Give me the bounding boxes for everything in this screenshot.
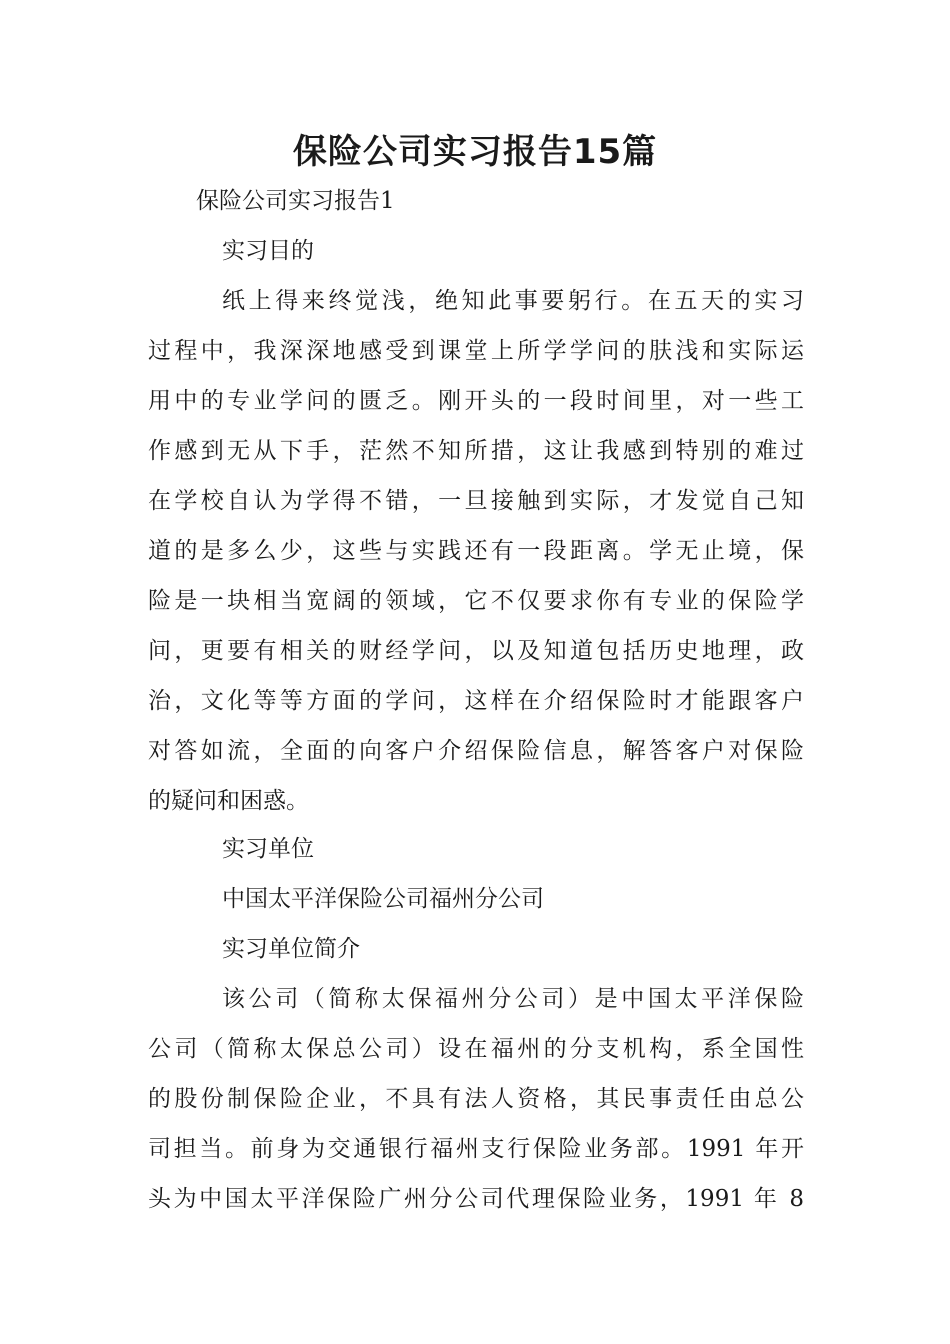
- section-heading-unit-intro: 实习单位简介: [222, 936, 360, 962]
- paragraph-line: 公司（简称太保总公司）设在福州的分支机构，系全国性: [148, 1036, 804, 1062]
- paragraph-line: 该公司（简称太保福州分公司）是中国太平洋保险: [222, 986, 804, 1012]
- paragraph-line: 在学校自认为学得不错，一旦接触到实际，才发觉自己知: [148, 488, 804, 514]
- section-heading-purpose: 实习目的: [222, 238, 314, 264]
- paragraph-line: 作感到无从下手，茫然不知所措，这让我感到特别的难过: [148, 438, 804, 464]
- unit-name: 中国太平洋保险公司福州分公司: [222, 886, 544, 912]
- paragraph-line: 治，文化等等方面的学问，这样在介绍保险时才能跟客户: [148, 688, 804, 714]
- paragraph-line: 纸上得来终觉浅，绝知此事要躬行。在五天的实习: [222, 288, 804, 314]
- paragraph-line: 的股份制保险企业，不具有法人资格，其民事责任由总公: [148, 1086, 804, 1112]
- paragraph-line: 险是一块相当宽阔的领域，它不仅要求你有专业的保险学: [148, 588, 804, 614]
- paragraph-line: 头为中国太平洋保险广州分公司代理保险业务，1991 年 8: [148, 1186, 804, 1212]
- paragraph-line: 问，更要有相关的财经学问，以及知道包括历史地理，政: [148, 638, 804, 664]
- paragraph-line: 的疑问和困惑。: [148, 788, 309, 814]
- paragraph-line: 对答如流，全面的向客户介绍保险信息，解答客户对保险: [148, 738, 804, 764]
- paragraph-line: 过程中，我深深地感受到课堂上所学学问的肤浅和实际运: [148, 338, 804, 364]
- paragraph-line: 司担当。前身为交通银行福州支行保险业务部。1991 年开: [148, 1136, 804, 1162]
- document-title: 保险公司实习报告15篇: [292, 132, 658, 172]
- section-heading-unit: 实习单位: [222, 836, 314, 862]
- report-subtitle: 保险公司实习报告1: [196, 188, 395, 214]
- paragraph-line: 道的是多么少，这些与实践还有一段距离。学无止境，保: [148, 538, 804, 564]
- paragraph-line: 用中的专业学问的匮乏。刚开头的一段时间里，对一些工: [148, 388, 804, 414]
